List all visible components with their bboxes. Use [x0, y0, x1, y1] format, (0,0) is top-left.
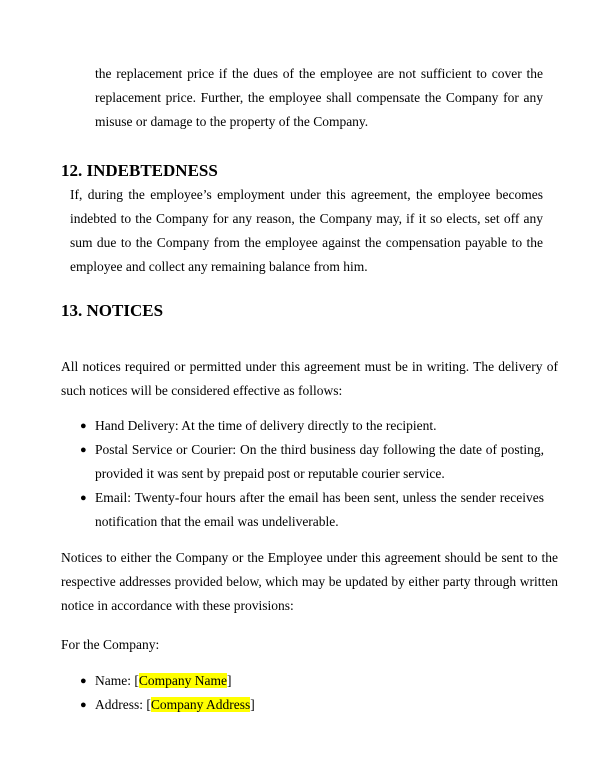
- company-name-item: [61, 669, 544, 693]
- section-12-body: If, during the employee’s employment under this agreement, the employee becomes indebted to the Company for any reason, the Company may, if it so elects, set off any sum due to the Company from the employee against the compensation payable to the employee and collect any remaining balance from him.: [70, 187, 543, 274]
- bracket-close: ]: [250, 697, 255, 712]
- delivery-methods-list: [61, 414, 544, 534]
- section-12-heading: 12. INDEBTEDNESS: [61, 161, 218, 180]
- company-name-placeholder[interactable]: Company Name: [138, 673, 227, 688]
- list-item: [61, 414, 544, 438]
- section-13-heading: 13. NOTICES: [61, 301, 164, 320]
- bracket-open: [: [146, 697, 151, 712]
- list-item: [61, 438, 544, 486]
- for-company-label: For the Company:: [61, 637, 160, 652]
- company-address-placeholder[interactable]: Company Address: [150, 697, 251, 712]
- list-item-text: Hand Delivery: At the time of delivery directly to the recipient.: [95, 418, 437, 433]
- intro-paragraph: the replacement price if the dues of the employee are not sufficient to cover the replacement price. Further, the employee shall compensate the Company for any misuse or damage to the property of the Company.: [95, 66, 543, 129]
- bracket-close: ]: [226, 673, 232, 688]
- list-item-text: Email: Twenty-four hours after the email has been sent, unless the sender receives notification that the email was undeliverable.: [95, 490, 544, 529]
- company-address-item: [61, 693, 544, 717]
- list-item-text: Postal Service or Courier: On the third business day following the date of posting, provided it was sent by prepaid post or reputable courier service.: [95, 442, 544, 481]
- bullet-icon: ●: [80, 492, 87, 504]
- company-fields-list: [61, 669, 544, 717]
- bullet-icon: ●: [80, 420, 87, 432]
- bullet-icon: ●: [80, 675, 87, 687]
- section-13-intro: All notices required or permitted under this agreement must be in writing. The delivery of such notices will be considered effective as follows:: [61, 359, 558, 398]
- bracket-open: [: [134, 673, 139, 688]
- bullet-icon: ●: [80, 699, 87, 711]
- list-item: [61, 486, 544, 534]
- company-address-label: Address:: [95, 697, 147, 712]
- company-name-label: Name:: [95, 673, 135, 688]
- bullet-icon: ●: [80, 444, 87, 456]
- addresses-paragraph: Notices to either the Company or the Employee under this agreement should be sent to the respective addresses provided below, which may be updated by either party through written notice in accordance with these provisions:: [61, 550, 558, 613]
